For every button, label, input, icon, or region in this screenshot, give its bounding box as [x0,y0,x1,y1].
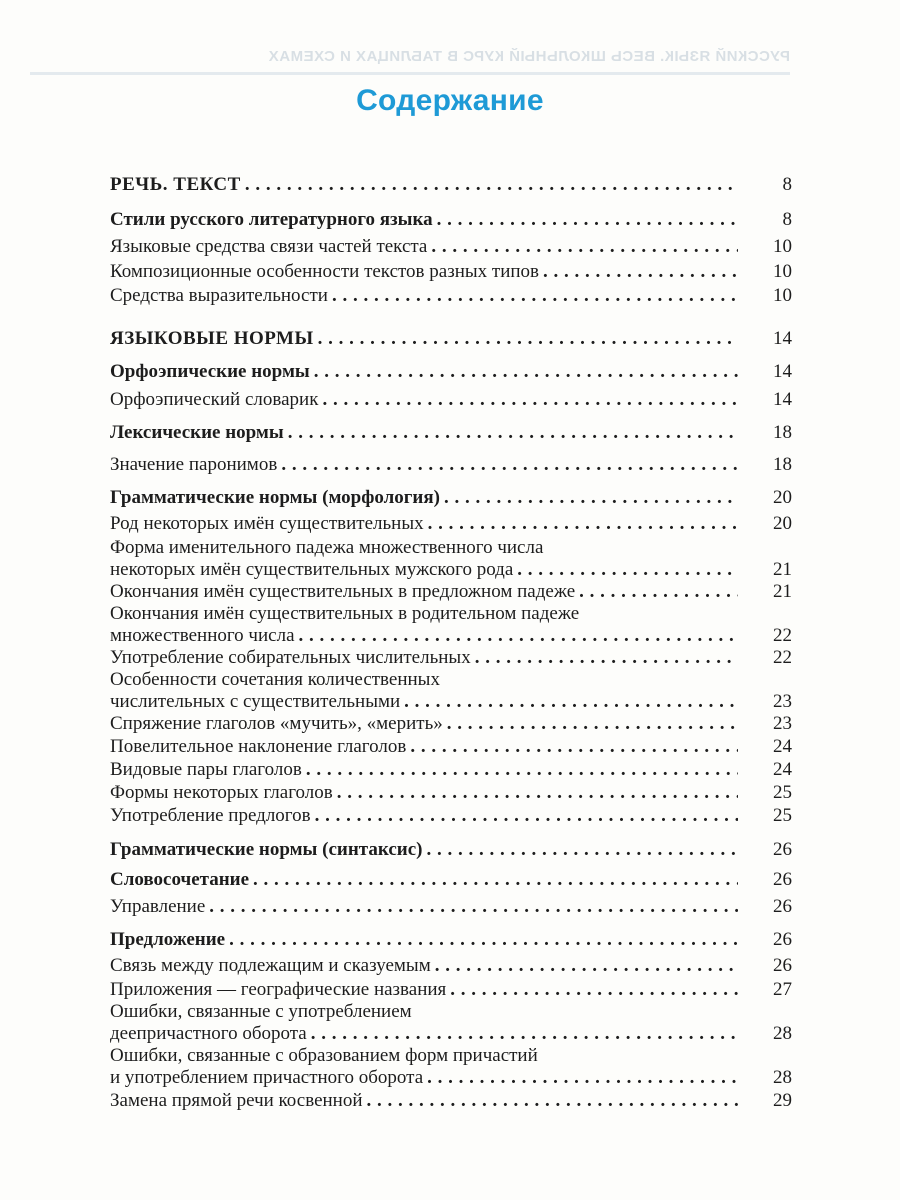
toc-page-number: 26 [773,955,792,976]
toc-entry-title: Видовые пары глаголов [110,759,302,780]
toc-page-number: 28 [773,1023,792,1044]
toc-page-number: 25 [773,782,792,803]
toc-page-number: 26 [773,896,792,917]
toc-entry[interactable] [110,1090,800,1112]
toc-page-number: 8 [782,174,792,195]
toc-entry-title: Лексические нормы [110,422,284,443]
dot-leader [314,328,738,350]
toc-entry[interactable] [110,955,800,977]
toc-entry-title: Окончания имён существительных в предложном падеже [110,581,576,602]
toc-entry-title: Значение паронимов [110,454,278,475]
toc-page-number: 23 [773,713,792,734]
toc-entry[interactable] [110,929,800,951]
toc-entry-title: множественного числа [110,625,295,646]
dot-leader [443,713,738,735]
toc-entry[interactable] [110,736,800,758]
toc-entry[interactable] [110,647,800,669]
toc-entry[interactable] [110,236,800,258]
toc-entry[interactable] [110,389,800,411]
page-title: Содержание [356,84,544,117]
dot-leader [328,285,738,307]
dot-leader [284,422,738,444]
dot-leader [400,691,738,713]
show-through-header: РУССКИЙ ЯЗЫК. ВЕСЬ ШКОЛЬНЫЙ КУРС В ТАБЛИЦАХ И СХЕМАХ [268,48,790,65]
toc-page-number: 23 [773,691,792,712]
toc-entry-title: Окончания имён существительных в родительном падеже [110,603,580,624]
toc-entry[interactable] [110,261,800,283]
dot-leader [225,929,738,951]
toc-entry[interactable] [110,782,800,804]
dot-leader [539,261,738,283]
toc-entry[interactable] [110,1001,800,1045]
toc-entry-title: деепричастного оборота [110,1023,307,1044]
toc-entry-title: Орфоэпические нормы [110,361,310,382]
toc-entry-title: РЕЧЬ. ТЕКСТ [110,174,241,195]
toc-page-number: 8 [782,209,792,230]
toc-entry[interactable] [110,537,800,581]
toc-entry[interactable] [110,513,800,535]
toc-page-number: 14 [773,361,792,382]
toc-entry-title: Грамматические нормы (морфология) [110,487,440,508]
toc-entry-title: Ошибки, связанные с употреблением [110,1001,412,1022]
toc-page-number: 14 [773,328,792,349]
dot-leader [241,174,738,196]
toc-entry-title: Употребление собирательных числительных [110,647,471,668]
toc-entry-title: Грамматические нормы (синтаксис) [110,839,423,860]
toc-entry[interactable] [110,839,800,861]
dot-leader [311,805,738,827]
toc-entry[interactable] [110,896,800,918]
toc-entry[interactable] [110,713,800,735]
toc-page-number: 26 [773,929,792,950]
toc-entry[interactable] [110,174,800,196]
toc-entry[interactable] [110,581,800,603]
toc-entry-title: ЯЗЫКОВЫЕ НОРМЫ [110,328,314,349]
toc-page-number: 27 [773,979,792,1000]
toc-entry[interactable] [110,454,800,476]
toc-entry[interactable] [110,487,800,509]
toc-page-number: 22 [773,625,792,646]
show-through-rule [30,72,790,75]
toc-entry-title: Словосочетание [110,869,250,890]
toc-entry-title: Орфоэпический словарик [110,389,319,410]
toc-page-number: 21 [773,581,792,602]
toc-entry-title: Спряжение глаголов «мучить», «мерить» [110,713,443,734]
toc-page-number: 10 [773,285,792,306]
toc-page-number: 18 [773,454,792,475]
toc-page-number: 14 [773,389,792,410]
dot-leader [363,1090,738,1112]
dot-leader [302,759,738,781]
toc-entry[interactable] [110,979,800,1001]
toc-entry[interactable] [110,285,800,307]
toc-page-number: 25 [773,805,792,826]
toc-entry-title: числительных с существительными [110,691,401,712]
toc-page-number: 21 [773,559,792,580]
toc-entry[interactable] [110,669,800,713]
dot-leader [427,236,738,258]
toc-entry[interactable] [110,603,800,647]
toc-entry-title: Связь между подлежащим и сказуемым [110,955,431,976]
toc-page-number: 24 [773,736,792,757]
toc-page-number: 18 [773,422,792,443]
toc-entry-title: Управление [110,896,206,917]
toc-entry-title: Приложения — географические названия [110,979,447,1000]
dot-leader [471,647,738,669]
toc-page-number: 10 [773,261,792,282]
toc-entry-title: Стили русского литературного языка [110,209,433,230]
dot-leader [310,361,738,383]
toc-entry-title: Особенности сочетания количественных [110,669,440,690]
dot-leader [424,513,738,535]
dot-leader [433,209,738,231]
toc-entry-title: Форма именительного падежа множественного числа [110,537,544,558]
dot-leader [422,839,738,861]
toc-entry[interactable] [110,805,800,827]
toc-entry[interactable] [110,422,800,444]
toc-entry-title: Употребление предлогов [110,805,311,826]
toc-entry-title: Композиционные особенности текстов разных типов [110,261,540,282]
dot-leader [575,581,738,603]
toc-entry-title: Средства выразительности [110,285,328,306]
toc-entry-title: Замена прямой речи косвенной [110,1090,363,1111]
dot-leader [307,1023,738,1045]
dot-leader [513,559,738,581]
toc-page-number: 28 [773,1067,792,1088]
dot-leader [205,896,738,918]
dot-leader [406,736,738,758]
toc-entry-title: и употреблением причастного оборота [110,1067,424,1088]
toc-entry-title: некоторых имён существительных мужского рода [110,559,514,580]
dot-leader [431,955,738,977]
toc-page-number: 29 [773,1090,792,1111]
toc-entry-title: Ошибки, связанные с образованием форм причастий [110,1045,538,1066]
dot-leader [446,979,738,1001]
toc-page-number: 10 [773,236,792,257]
toc-page-number: 20 [773,513,792,534]
toc-entry-title: Формы некоторых глаголов [110,782,333,803]
dot-leader [295,625,738,647]
toc-page-number: 26 [773,839,792,860]
toc-page-number: 20 [773,487,792,508]
toc-page-number: 26 [773,869,792,890]
dot-leader [440,487,738,509]
dot-leader [277,454,738,476]
toc-entry[interactable] [110,328,800,350]
dot-leader [318,389,738,411]
dot-leader [249,869,738,891]
toc-page-number: 22 [773,647,792,668]
toc-entry[interactable] [110,361,800,383]
toc-entry-title: Повелительное наклонение глаголов [110,736,407,757]
toc-entry[interactable] [110,759,800,781]
toc-entry[interactable] [110,869,800,891]
toc-entry[interactable] [110,209,800,231]
toc-page-number: 24 [773,759,792,780]
toc-entry-title: Языковые средства связи частей текста [110,236,428,257]
dot-leader [333,782,738,804]
toc-entry[interactable] [110,1045,800,1089]
toc-entry-title: Род некоторых имён существительных [110,513,424,534]
dot-leader [423,1067,738,1089]
toc-entry-title: Предложение [110,929,226,950]
